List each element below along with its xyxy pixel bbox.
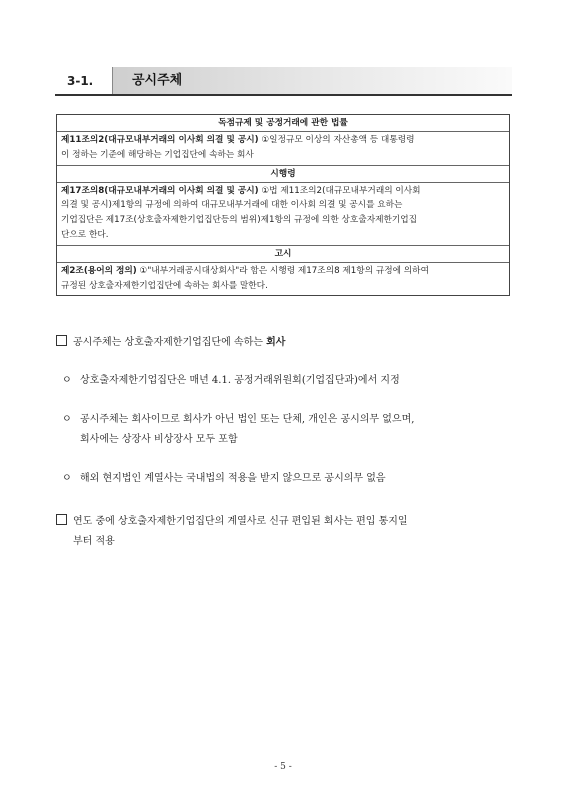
- sub-item-2: [62, 410, 522, 450]
- square-bullet-icon: [56, 335, 67, 346]
- notice-header: 고시: [57, 246, 509, 263]
- notice-article-ref: 제2조(용어의 정의): [61, 265, 137, 276]
- law-header: 독점규제 및 공정거래에 관한 법률: [57, 115, 509, 132]
- notice-text-line: 규정된 상호출자제한기업집단에 속하는 회사를 말한다.: [61, 280, 268, 291]
- item-1-bold: 회사: [266, 337, 286, 348]
- sub-item-3-text: 해외 현지법인 계열사는 국내법의 적용을 받지 않으므로 공시의무 없음: [80, 473, 386, 484]
- item-1-text: 공시주체는 상호출자제한기업집단에 속하는: [73, 337, 263, 348]
- law-text: [57, 132, 509, 166]
- circle-bullet-icon: ㅇ: [62, 473, 72, 484]
- square-bullet-icon: [56, 514, 67, 525]
- law-reference-box: [56, 114, 510, 296]
- law-text-line: 이 정하는 기준에 해당하는 기업집단에 속하는 회사: [61, 149, 254, 160]
- section-title: 공시주체: [132, 73, 183, 88]
- sub-item-2-text: 공시주체는 회사이므로 회사가 아닌 법인 또는 단체, 개인은 공시의무 없으며,: [80, 414, 415, 425]
- section-header: [55, 67, 512, 96]
- decree-text-line: 의결 및 공시)제1항의 규정에 의하여 대규모내부거래에 대한 이사회 의결 및 공시를 요하는: [61, 200, 403, 211]
- sub-item-3: [62, 469, 522, 489]
- item-2-text: 연도 중에 상호출자제한기업집단의 계열사로 신규 편입된 회사는 편입 통지일: [73, 516, 408, 527]
- item-1: [56, 333, 516, 353]
- sub-item-1: [62, 371, 522, 391]
- circle-bullet-icon: ㅇ: [62, 414, 72, 425]
- decree-header: 시행령: [57, 166, 509, 183]
- notice-text-line: ①"내부거래공시대상회사"라 함은 시행령 제17조의8 제1항의 규정에 의하여: [136, 265, 429, 276]
- section-number: 3-1.: [55, 67, 113, 94]
- page-number: - 5 -: [274, 762, 292, 772]
- law-article-ref: 제11조의2(대규모내부거래의 이사회 의결 및 공시): [61, 135, 259, 145]
- notice-text: [57, 263, 509, 296]
- decree-text: [57, 183, 509, 246]
- item-2: [56, 512, 516, 552]
- decree-text-line: ①법 제11조의2(대규모내부거래의 이사회: [258, 185, 421, 196]
- item-2-text: 부터 적용: [73, 536, 115, 547]
- decree-text-line: 단으로 한다.: [61, 229, 109, 240]
- circle-bullet-icon: ㅇ: [62, 375, 72, 386]
- law-text-line: ①일정규모 이상의 자산총액 등 대통령령: [258, 135, 415, 145]
- sub-item-2-text: 회사에는 상장사 비상장사 모두 포함: [80, 434, 238, 445]
- decree-text-line: 기업집단은 제17조(상호출자제한기업집단등의 범위)제1항의 규정에 의한 상호출자제한기업집: [61, 215, 418, 226]
- decree-article-ref: 제17조의8(대규모내부거래의 이사회 의결 및 공시): [61, 185, 259, 196]
- sub-item-1-text: 상호출자제한기업집단은 매년 4.1. 공정거래위원회(기업집단과)에서 지정: [80, 375, 400, 386]
